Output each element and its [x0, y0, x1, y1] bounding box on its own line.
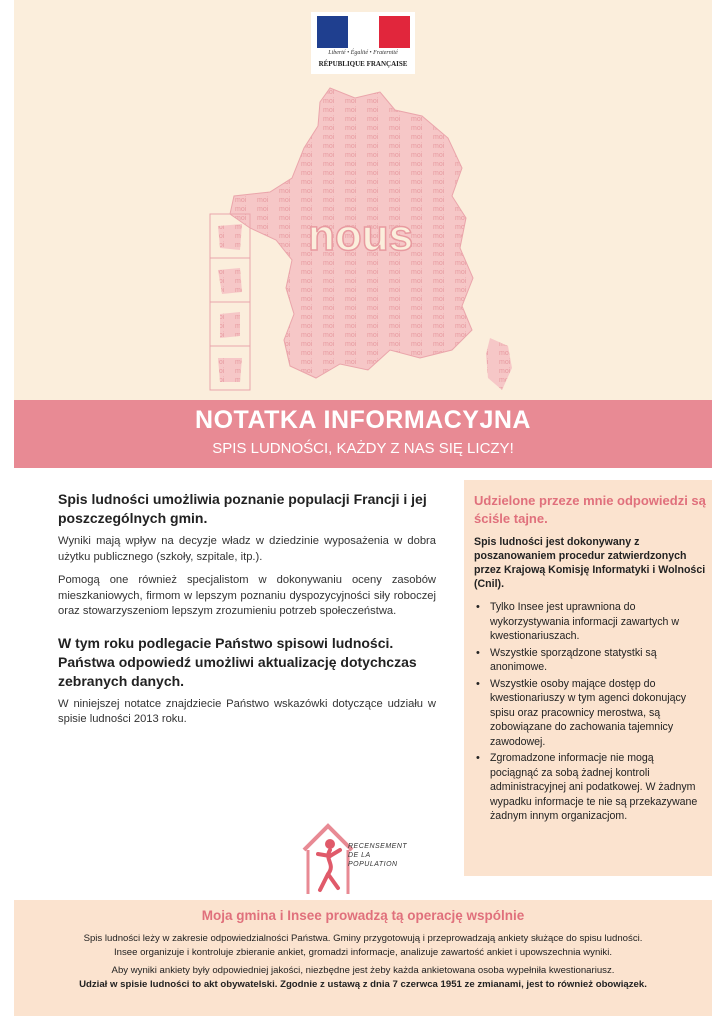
confidentiality-intro: Spis ludności jest dokonywany z poszanowaniem procedur zatwierdzonych przez Krajową Komisję Informatyki i Wolności (Cnil).	[474, 536, 706, 590]
logo-motto: Liberté • Égalité • Fraternité	[328, 50, 398, 56]
republique-francaise-logo	[311, 12, 415, 74]
bottom-line-2: Insee organizuje i kontroluje zbieranie ankiet, gromadzi informacje, analizuje zawartość ankiet i upowszechnia wyniki.	[113, 947, 613, 958]
map-word: nous	[308, 211, 414, 260]
bullet-icon: •	[476, 677, 480, 690]
list-item: • Tylko Insee jest uprawniona do wykorzystywania informacji zawartych w kwestionariuszach.	[476, 601, 679, 642]
paragraph-3: W niniejszej notatce znajdziecie Państwo wskazówki dotyczące udziału w spisie ludności 2013 roku.	[58, 697, 436, 725]
list-item: • Zgromadzone informacje nie mogą pociągnąć za sobą żadnej kontroli administracyjnej ani podatkowej. W żadnym wypadku informacje te nie są przekazywane żadnym innym organizacjom.	[476, 752, 698, 822]
list-item: • Wszystkie sporządzone statystki są anonimowe.	[476, 646, 657, 673]
bottom-info-box	[14, 900, 712, 1016]
title-banner	[14, 400, 712, 468]
logo-republic: RÉPUBLIQUE FRANÇAISE	[318, 60, 408, 68]
lead-heading: Spis ludności umożliwia poznanie populacji Francji i jej poszczególnych gmin.	[58, 491, 427, 526]
flag-white-stripe	[348, 16, 379, 48]
paragraph-1: Wyniki mają wpływ na decyzje władz w dziedzinie wyposażenia w dobra użytku publicznego (szkoły, szpitale, itp.).	[58, 535, 436, 563]
flag-red-stripe	[379, 16, 410, 48]
bottom-title: Moja gmina i Insee prowadzą tą operację wspólnie	[201, 908, 525, 923]
confidentiality-list	[474, 600, 702, 826]
bottom-line-4: Udział w spisie ludności to akt obywatelski. Zgodnie z ustawą z dnia 7 czerwca 1951 ze zmianami, jest to również obowiązek.	[79, 979, 647, 990]
confidentiality-box	[464, 480, 712, 876]
flag-blue-stripe	[317, 16, 348, 48]
bullet-icon: •	[476, 601, 480, 613]
bullet-icon: •	[476, 646, 480, 659]
bottom-line-1: Spis ludności leży w zakresie odpowiedzialności Państwa. Gminy przygotowują i przeprowadzają ankiety służące do spisu ludności.	[83, 933, 643, 944]
lead-heading-2: W tym roku podlegacie Państwo spisowi ludności. Państwa odpowiedź umożliwi aktualizację dotychczas zebranych danych.	[58, 634, 417, 689]
main-text-column	[58, 490, 436, 736]
bottom-line-3: Aby wyniki ankiety były odpowiedniej jakości, niezbędne jest żeby każda ankietowana osoba wypełniła kwestionariusz.	[111, 965, 615, 976]
confidentiality-title: Udzielone przeze mnie odpowiedzi są ściśle tajne.	[474, 493, 706, 526]
banner-title: NOTATKA INFORMACYJNA	[195, 406, 531, 434]
bullet-icon: •	[476, 752, 480, 764]
census-logo	[300, 820, 410, 900]
list-item: • Wszystkie osoby mające dostęp do kwestionariuszy w tym agenci dokonujący spisu oraz pracownicy merostwa, są zobowiązane do zachowania tajemnicy zawodowej.	[476, 677, 687, 748]
paragraph-2: Pomogą one również specjalistom w dokonywaniu oceny zasobów mieszkaniowych, firmom w lepszym poznaniu dyspozycyjności siły roboczej oraz stowarzyszeniom lepszym zrozumieniu potrzeb społeczeństwa.	[58, 574, 436, 617]
banner-subtitle: SPIS LUDNOŚCI, KAŻDY Z NAS SIĘ LICZY!	[212, 440, 514, 457]
census-logo-text: RECENSEMENT DE LA POPULATION	[348, 843, 408, 868]
france-word-map-icon	[190, 78, 530, 398]
